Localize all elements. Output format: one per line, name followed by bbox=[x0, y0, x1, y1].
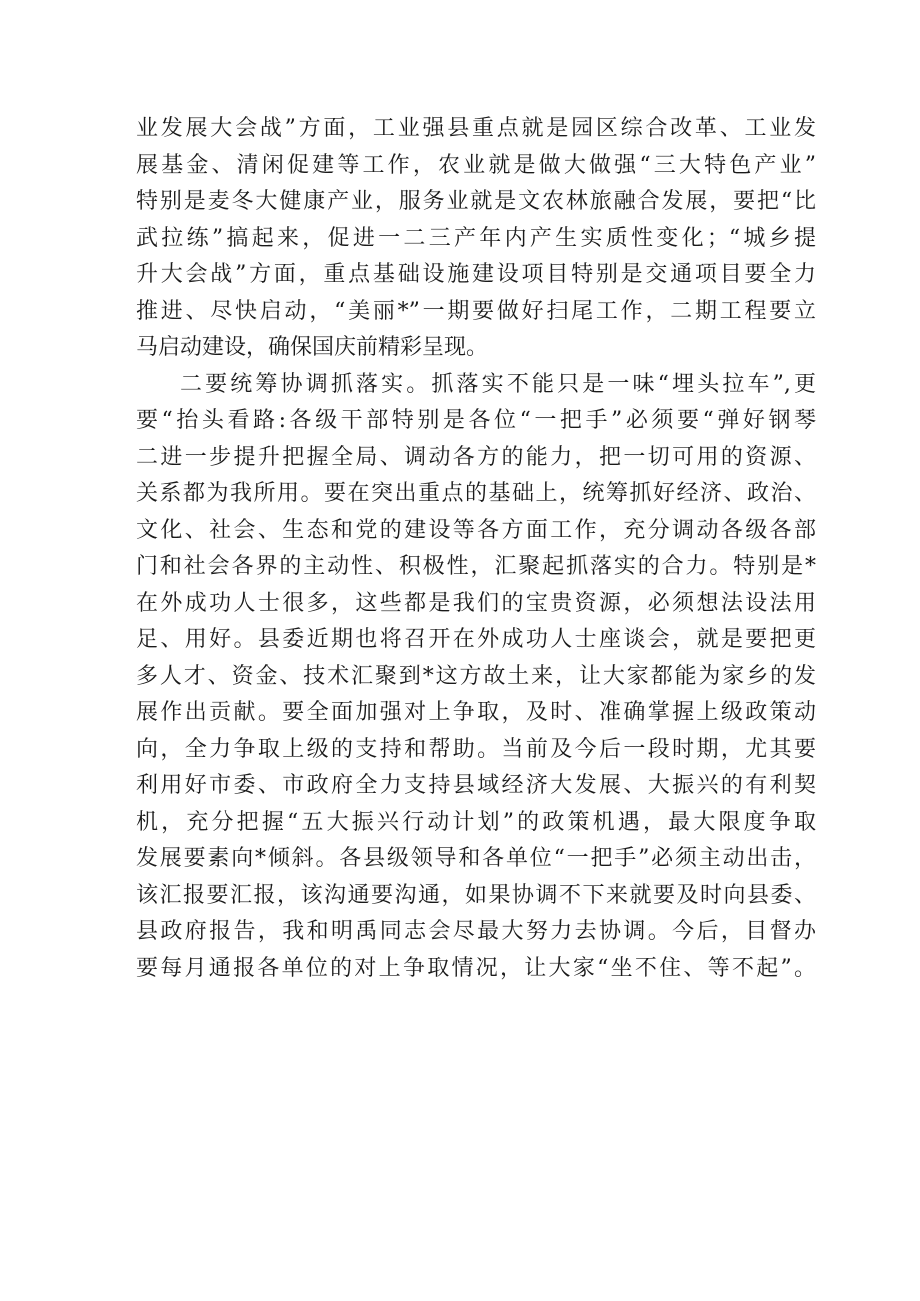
text-line: 二要统筹协调抓落实。抓落实不能只是一味“埋头拉车”,更 bbox=[180, 371, 816, 397]
text-line: 特别是麦冬大健康产业，服务业就是文农林旅融合发展，要把“比 bbox=[136, 189, 816, 214]
text-line: 机，充分把握“五大振兴行动计划”的政策机遇，最大限度争取 bbox=[136, 809, 816, 835]
text-line: 该汇报要汇报，该沟通要沟通，如果协调不下来就要及时向县委、 bbox=[136, 882, 816, 908]
text-line: 门和社会各界的主动性、积极性，汇聚起抓落实的合力。特别是* bbox=[136, 554, 816, 579]
text-line: 二进一步提升把握全局、调动各方的能力，把一切可用的资源、 bbox=[136, 444, 816, 470]
paragraph bbox=[136, 111, 816, 367]
text-line: 向，全力争取上级的支持和帮助。当前及今后一段时期，尤其要 bbox=[136, 736, 816, 762]
text-line: 足、用好。县委近期也将召开在外成功人士座谈会，就是要把更 bbox=[136, 627, 816, 652]
text-line: 业发展大会战”方面，工业强县重点就是园区综合改革、工业发 bbox=[136, 116, 816, 141]
text-line: 在外成功人士很多，这些都是我们的宝贵资源，必须想法设法用 bbox=[136, 590, 816, 616]
text-line: 展作出贡献。要全面加强对上争取，及时、准确掌握上级政策动 bbox=[136, 700, 816, 725]
text-line: 要“抬头看路:各级干部特别是各位“一把手”必须要“弹好钢琴 bbox=[136, 408, 816, 433]
text-line: 文化、社会、生态和党的建设等各方面工作，充分调动各级各部 bbox=[136, 517, 816, 543]
text-line: 多人才、资金、技术汇聚到*这方故土来，让大家都能为家乡的发 bbox=[136, 663, 816, 689]
text-line: 利用好市委、市政府全力支持县域经济大发展、大振兴的有利契 bbox=[136, 773, 816, 798]
text-line: 马启动建设，确保国庆前精彩呈现。 bbox=[136, 335, 489, 360]
text-line: 升大会战”方面，重点基础设施建设项目特别是交通项目要全力 bbox=[136, 262, 816, 287]
text-line: 推进、尽快启动，“美丽*”一期要做好扫尾工作，二期工程要立 bbox=[136, 298, 816, 324]
text-line: 关系都为我所用。要在突出重点的基础上，统筹抓好经济、政治、 bbox=[136, 481, 816, 506]
paragraph bbox=[136, 367, 816, 988]
text-line: 发展要素向*倾斜。各县级领导和各单位“一把手”必须主动出击， bbox=[136, 846, 816, 871]
text-line: 展基金、清闲促建等工作，农业就是做大做强“三大特色产业” bbox=[136, 152, 816, 178]
body-text bbox=[136, 111, 816, 987]
text-line: 县政府报告，我和明禹同志会尽最大努力去协调。今后，目督办 bbox=[136, 919, 816, 944]
text-line: 武拉练”搞起来，促进一二三产年内产生实质性变化；“城乡提 bbox=[136, 225, 816, 251]
text-line: 要每月通报各单位的对上争取情况，让大家“坐不住、等不起”。 bbox=[136, 955, 816, 981]
